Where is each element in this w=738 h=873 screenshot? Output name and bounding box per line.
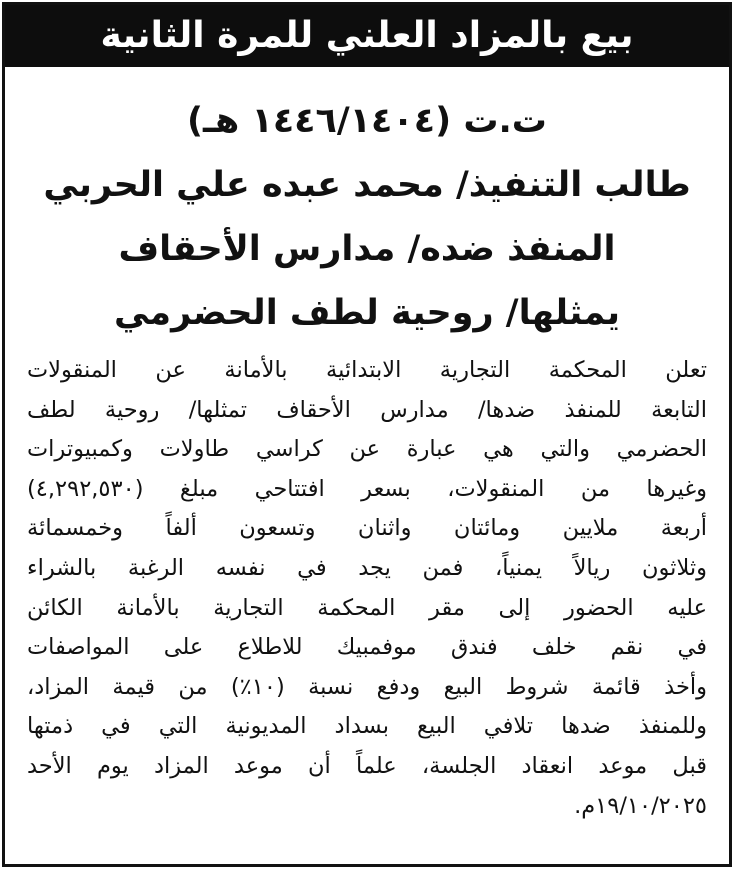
body-line: وغيرها من المنقولات، بسعر افتتاحي مبلغ (٤,٢٩٢,٥٣٠) — [27, 475, 707, 502]
representative-line: يمثلها/ روحية لطف الحضرمي — [113, 293, 621, 333]
body-line: عليه الحضور إلى مقر المحكمة التجارية بالأمانة الكائن — [27, 594, 707, 621]
auction-notice — [2, 2, 732, 867]
body-line: وثلاثون ريالاً يمنياً، فمن يجد في نفسه الرغبة بالشراء — [27, 554, 707, 581]
notice-body — [5, 345, 729, 826]
body-line: التابعة للمنفذ ضدها/ مدارس الأحقاف تمثلها/ روحية لطف — [27, 396, 707, 423]
body-line: الحضرمي والتي هي عبارة عن كراسي طاولات وكمبيوترات — [27, 436, 707, 463]
auction-date-line: ١٩/١٠/٢٠٢٥م. — [574, 792, 707, 819]
body-line: قبل موعد انعقاد الجلسة، علماً أن موعد المزاد يوم الأحد — [27, 752, 707, 779]
body-line: تعلن المحكمة التجارية الابتدائية بالأمانة عن المنقولات — [27, 357, 707, 383]
notice-banner — [5, 5, 729, 67]
defendant-line: المنفذ ضده/ مدارس الأحقاف — [118, 229, 616, 269]
banner-title: بيع بالمزاد العلني للمرة الثانية — [100, 15, 634, 56]
body-line: أربعة ملايين ومائتان واثنان وتسعون ألفاً وخمسمائة — [27, 515, 707, 542]
case-number: ت.ت (١٤٤٦/١٤٠٤ هـ) — [187, 101, 547, 141]
applicant-line: طالب التنفيذ/ محمد عبده علي الحربي — [43, 165, 691, 205]
body-line: في نقم خلف فندق موفمبيك للاطلاع على المواصفات — [27, 634, 707, 661]
notice-header — [5, 67, 729, 345]
body-line: وللمنفذ ضدها تلافي البيع بسداد المديونية التي في ذمتها — [27, 713, 707, 740]
body-line: وأخذ قائمة شروط البيع ودفع نسبة (١٠٪) من قيمة المزاد، — [27, 673, 707, 700]
